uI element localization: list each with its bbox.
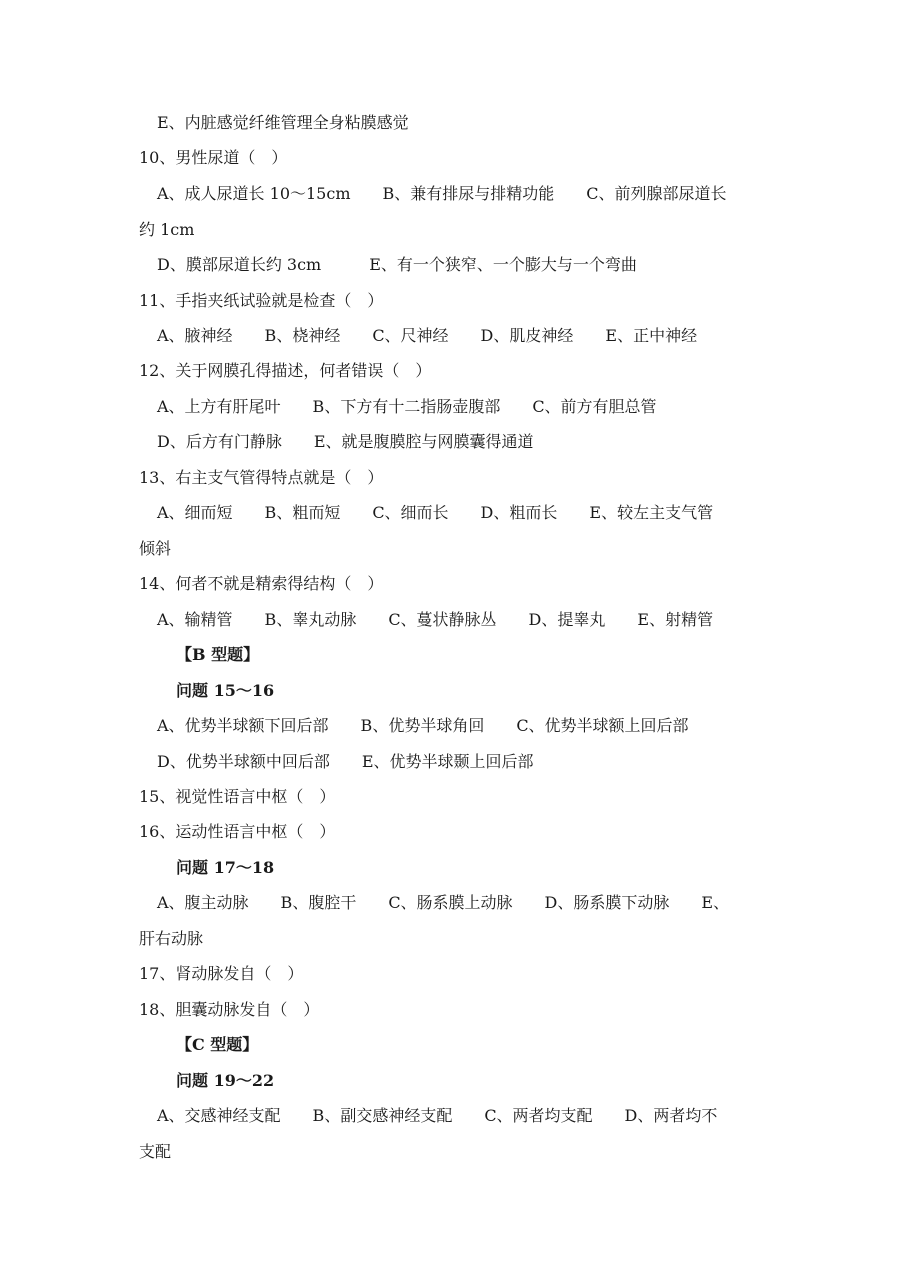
question-17: 17、肾动脉发自（ ） [139, 964, 304, 983]
option-line: A、腋神经 B、桡神经 C、尺神经 D、肌皮神经 E、正中神经 [157, 326, 698, 345]
option-line: D、优势半球额中回后部 E、优势半球颞上回后部 [157, 752, 534, 771]
option-continuation: 肝右动脉 [139, 929, 204, 948]
option-continuation: 约 1cm [139, 220, 195, 239]
question-18: 18、胆囊动脉发自（ ） [139, 1000, 320, 1019]
section-heading-b: 【B 型题】 [176, 645, 260, 664]
question-10: 10、男性尿道（ ） [139, 148, 288, 167]
option-line: A、细而短 B、粗而短 C、细而长 D、粗而长 E、较左主支气管 [157, 503, 714, 522]
option-continuation: 支配 [139, 1142, 172, 1161]
question-12: 12、关于网膜孔得描述，何者错误（ ） [139, 361, 432, 380]
option-line: E、内脏感觉纤维管理全身粘膜感觉 [157, 113, 409, 132]
option-line: D、膜部尿道长约 3cm E、有一个狭窄、一个膨大与一个弯曲 [157, 255, 637, 274]
option-line: A、上方有肝尾叶 B、下方有十二指肠壶腹部 C、前方有胆总管 [157, 397, 657, 416]
option-line: A、成人尿道长 10～15cm B、兼有排尿与排精功能 C、前列腺部尿道长 [157, 184, 727, 203]
option-line: A、输精管 B、睾丸动脉 C、蔓状静脉丛 D、提睾丸 E、射精管 [157, 610, 714, 629]
option-continuation: 倾斜 [139, 539, 172, 558]
question-15: 15、视觉性语言中枢（ ） [139, 787, 336, 806]
question-11: 11、手指夹纸试验就是检查（ ） [139, 291, 384, 310]
question-group-heading: 问题 15～16 [176, 681, 275, 700]
option-line: A、优势半球额下回后部 B、优势半球角回 C、优势半球额上回后部 [157, 716, 689, 735]
option-line: A、交感神经支配 B、副交感神经支配 C、两者均支配 D、两者均不 [157, 1106, 718, 1125]
option-line: A、腹主动脉 B、腹腔干 C、肠系膜上动脉 D、肠系膜下动脉 E、 [157, 893, 730, 912]
question-13: 13、右主支气管得特点就是（ ） [139, 468, 384, 487]
option-line: D、后方有门静脉 E、就是腹膜腔与网膜囊得通道 [157, 432, 534, 451]
question-16: 16、运动性语言中枢（ ） [139, 822, 336, 841]
section-heading-c: 【C 型题】 [176, 1035, 259, 1054]
question-14: 14、何者不就是精索得结构（ ） [139, 574, 384, 593]
question-group-heading: 问题 19～22 [176, 1071, 275, 1090]
question-group-heading: 问题 17～18 [176, 858, 275, 877]
